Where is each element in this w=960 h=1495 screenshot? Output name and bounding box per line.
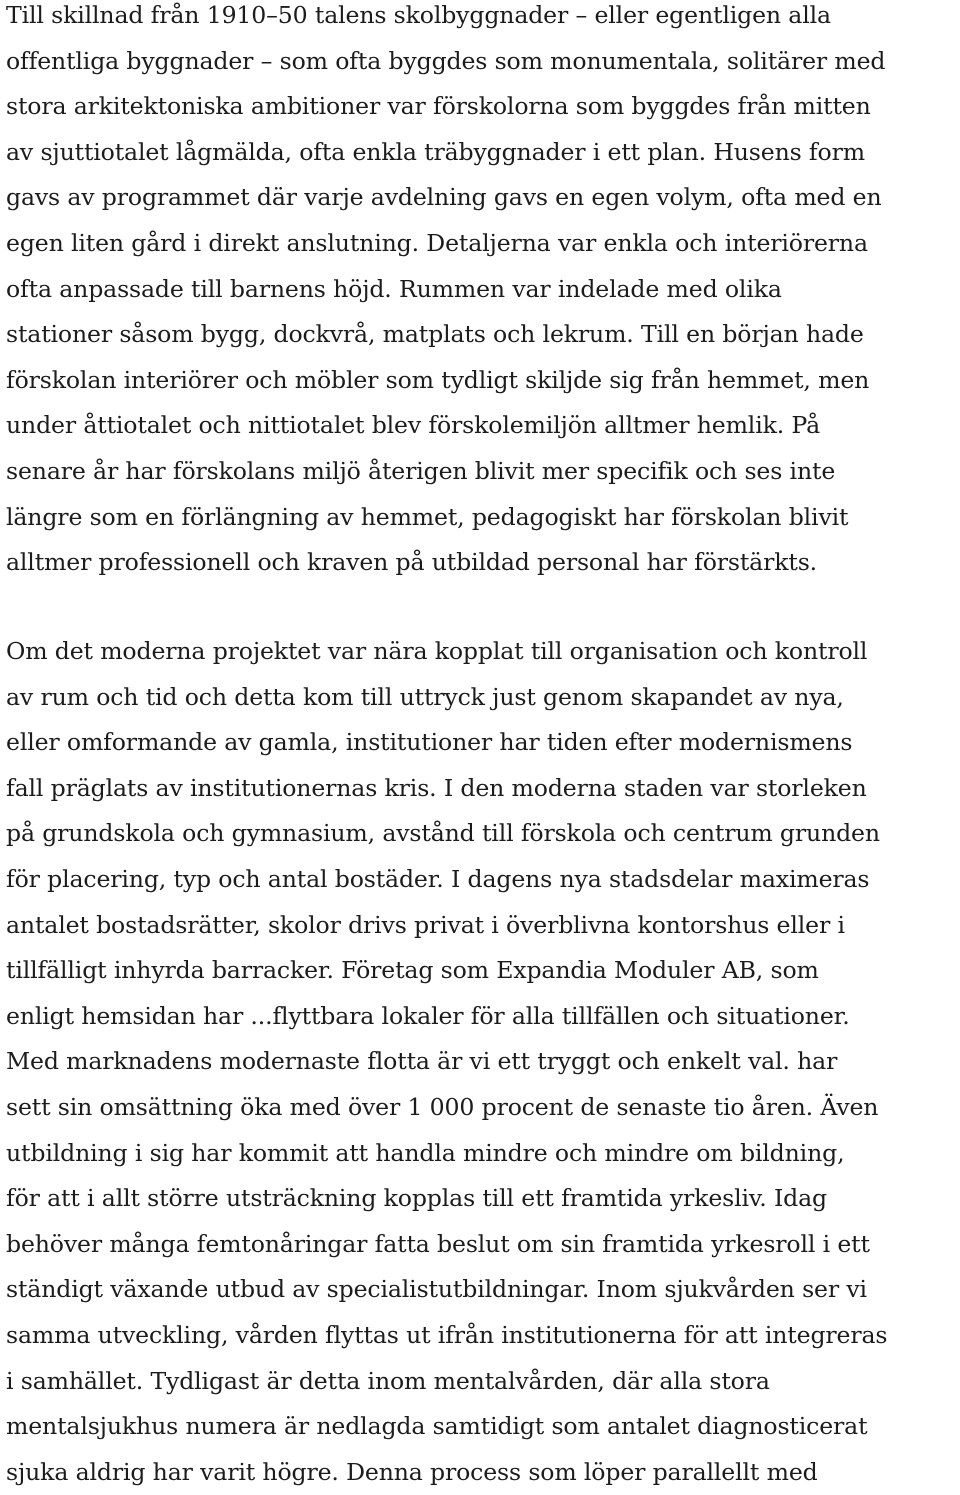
paragraph-preschool-buildings: [6, 0, 885, 586]
text-line: Till skillnad från 1910–50 talens skolbyggnader – eller egentligen alla: [6, 1, 831, 29]
paragraph-modern-project: [6, 629, 887, 1495]
text-line: Om det moderna projektet var nära kopplat till organisation och kontroll: [6, 637, 868, 665]
text-line: mentalsjukhus numera är nedlagda samtidigt som antalet diagnosticerat: [6, 1412, 868, 1441]
text-line: antalet bostadsrätter, skolor drivs privat i överblivna kontorshus eller i: [6, 910, 845, 939]
text-line: på grundskola och gymnasium, avstånd till förskola och centrum grunden: [6, 819, 880, 848]
text-line: för att i allt större utsträckning kopplas till ett framtida yrkesliv. Idag: [6, 1184, 827, 1213]
text-line: enligt hemsidan har ...flyttbara lokaler för alla tillfällen och situationer.: [6, 1001, 850, 1030]
text-line: Med marknadens modernaste flotta är vi ett tryggt och enkelt val. har: [6, 1047, 838, 1076]
text-line: behöver många femtonåringar fatta beslut om sin framtida yrkesroll i ett: [6, 1229, 870, 1258]
text-line: stationer såsom bygg, dockvrå, matplats och lekrum. Till en början hade: [6, 320, 864, 349]
text-line: samma utveckling, vården flyttas ut ifrån institutionerna för att integreras: [6, 1320, 888, 1349]
text-line: offentliga byggnader – som ofta byggdes som monumentala, solitärer med: [6, 46, 886, 75]
text-line: alltmer professionell och kraven på utbildad personal har förstärkts.: [6, 548, 817, 577]
text-line: utbildning i sig har kommit att handla mindre och mindre om bildning,: [6, 1138, 845, 1167]
text-line: fall präglats av institutionernas kris. I den moderna staden var storleken: [6, 773, 867, 802]
text-line: sett sin omsättning öka med över 1 000 procent de senaste tio åren. Även: [6, 1092, 879, 1121]
text-line: av rum och tid och detta kom till uttryck just genom skapandet av nya,: [6, 682, 844, 711]
text-line: eller omformande av gamla, institutioner har tiden efter modernismens: [6, 728, 853, 757]
text-line: ofta anpassade till barnens höjd. Rummen var indelade med olika: [6, 274, 782, 303]
text-line: senare år har förskolans miljö återigen blivit mer specifik och ses inte: [6, 456, 836, 485]
text-line: gavs av programmet där varje avdelning gavs en egen volym, ofta med en: [6, 183, 882, 212]
text-line: under åttiotalet och nittiotalet blev förskolemiljön alltmer hemlik. På: [6, 411, 821, 440]
text-line: av sjuttiotalet lågmälda, ofta enkla träbyggnader i ett plan. Husens form: [6, 137, 865, 166]
text-line: egen liten gård i direkt anslutning. Detaljerna var enkla och interiörerna: [6, 228, 868, 257]
text-line: stora arkitektoniska ambitioner var förskolorna som byggdes från mitten: [6, 92, 871, 121]
text-line: tillfälligt inhyrda barracker. Företag som Expandia Moduler AB, som: [6, 956, 819, 985]
text-line: i samhället. Tydligast är detta inom mentalvården, där alla stora: [6, 1366, 770, 1395]
text-line: förskolan interiörer och möbler som tydligt skiljde sig från hemmet, men: [6, 365, 870, 394]
text-line: sjuka aldrig har varit högre. Denna process som löper parallellt med: [6, 1457, 818, 1486]
text-line: längre som en förlängning av hemmet, pedagogiskt har förskolan blivit: [6, 502, 849, 531]
text-line: ständigt växande utbud av specialistutbildningar. Inom sjukvården ser vi: [6, 1275, 867, 1304]
text-line: för placering, typ och antal bostäder. I dagens nya stadsdelar maximeras: [6, 864, 870, 893]
